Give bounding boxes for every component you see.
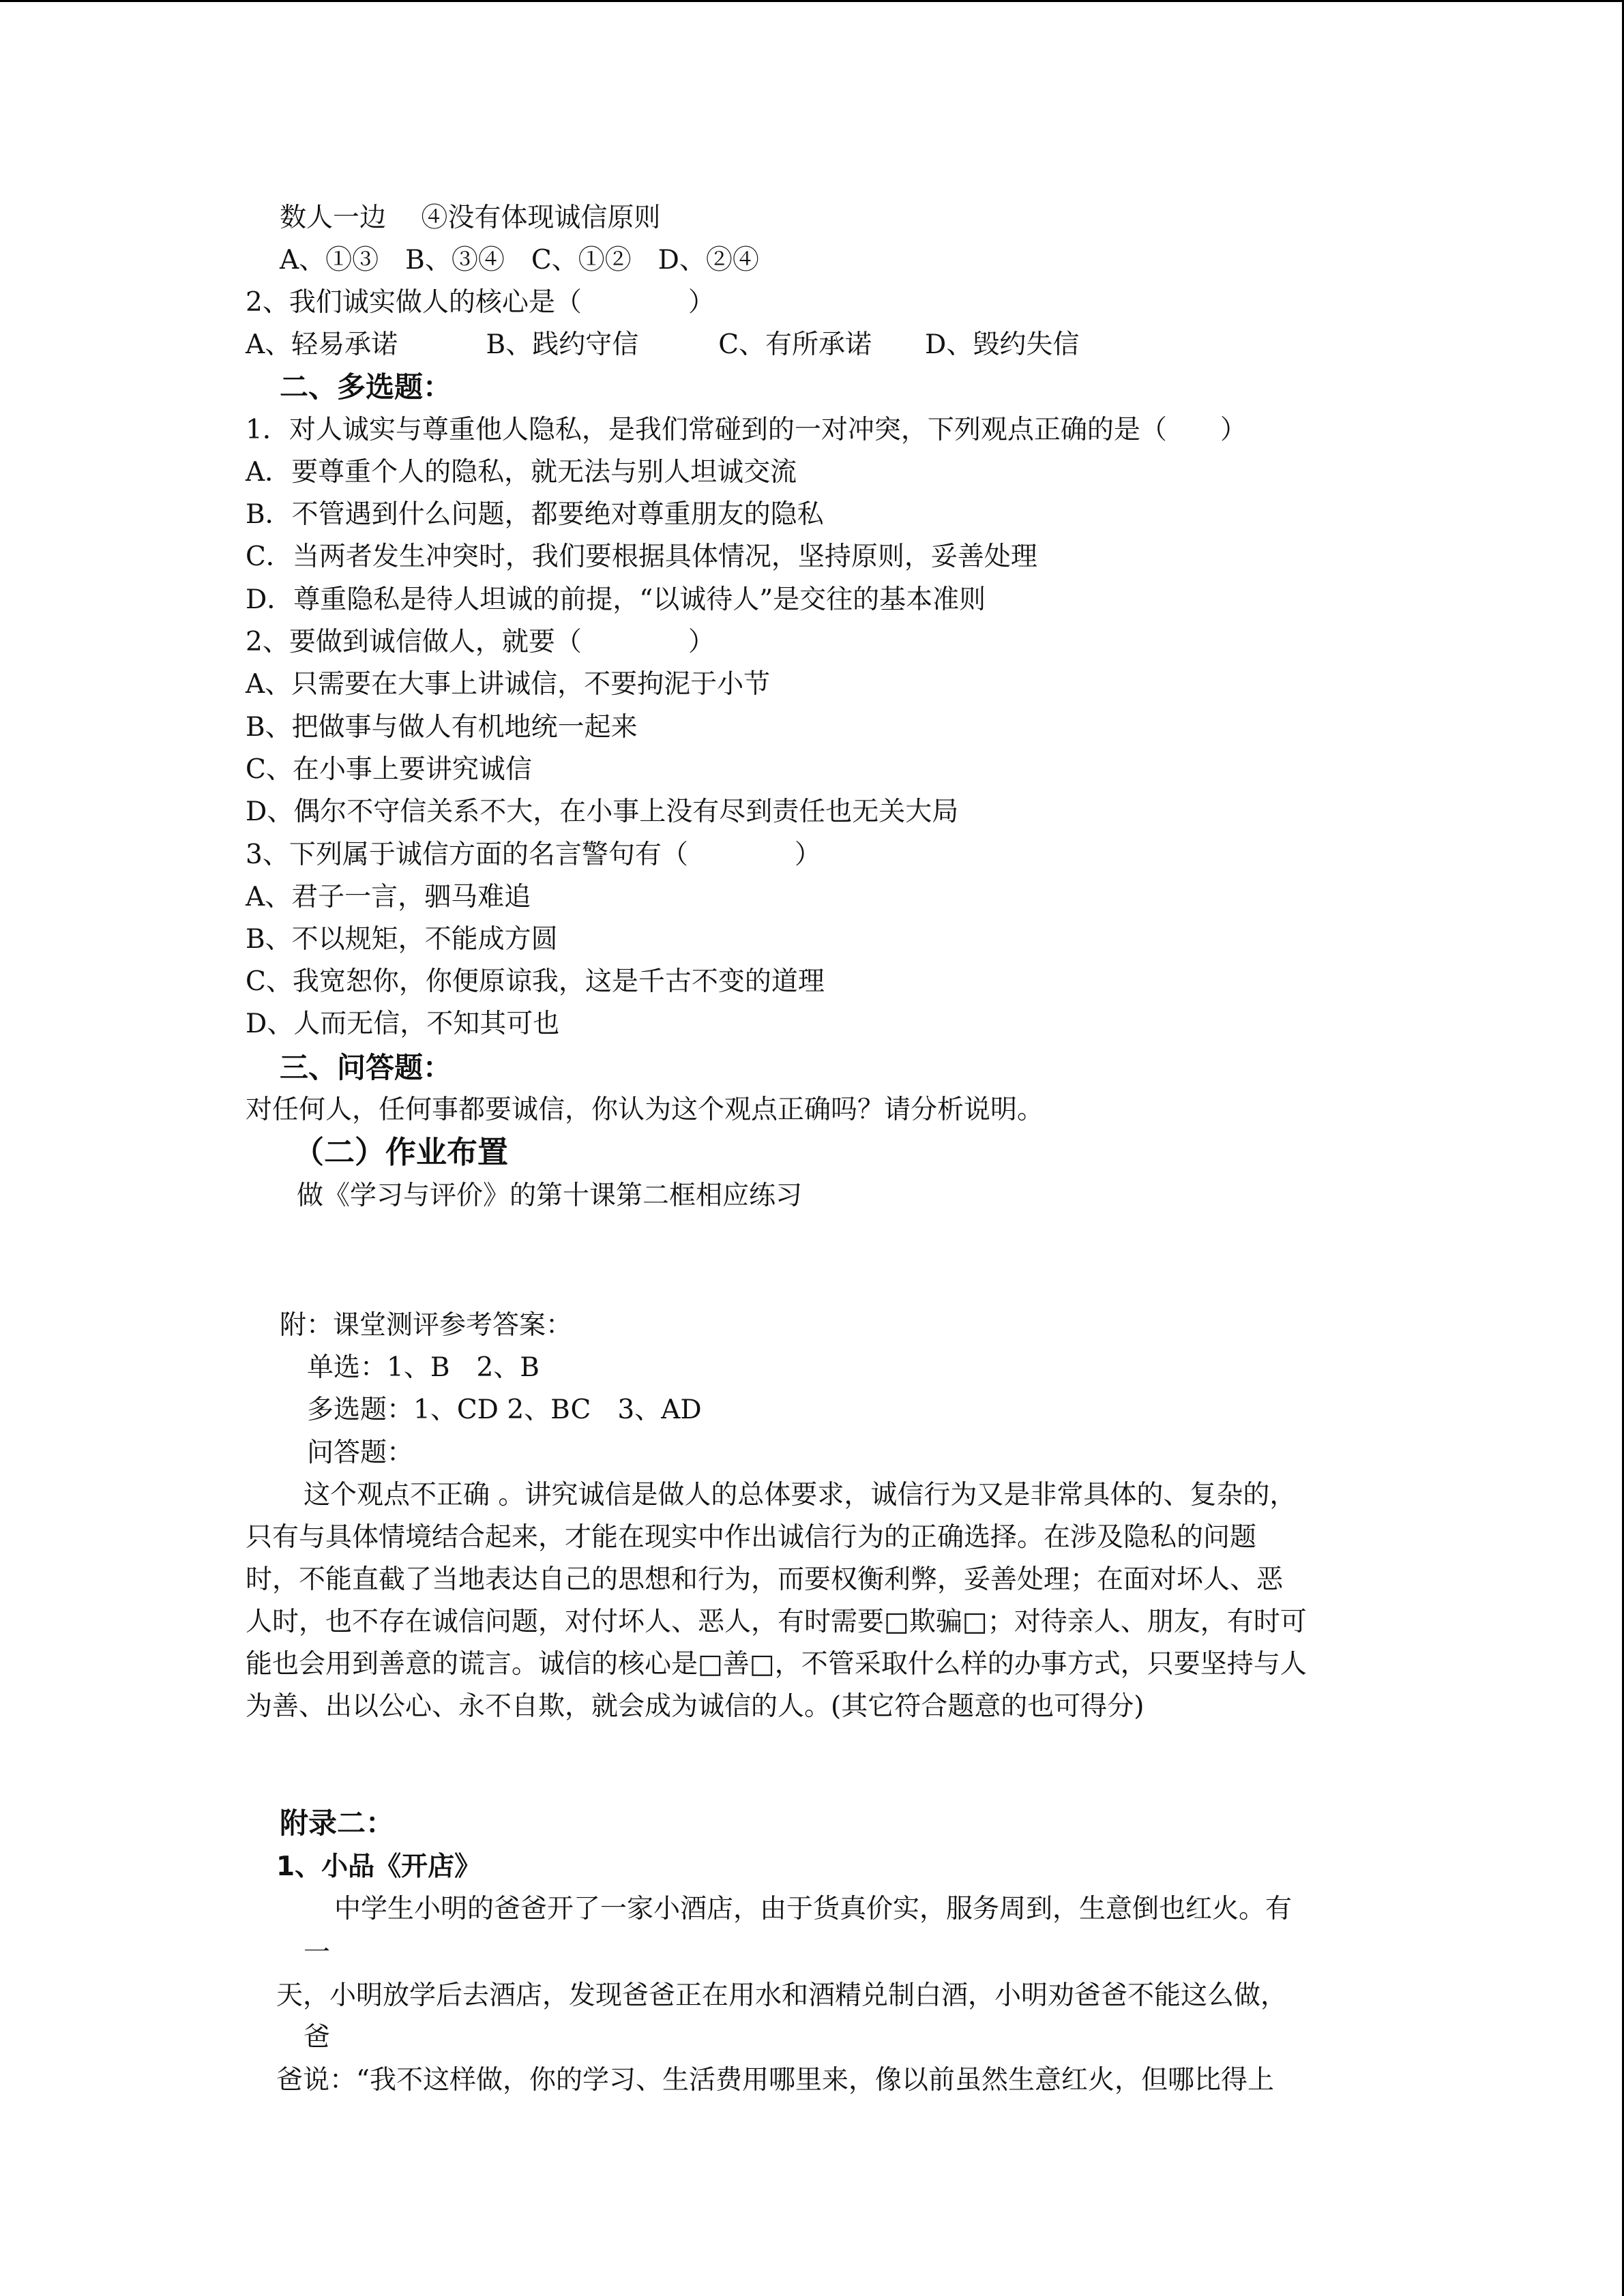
option-line: A．要尊重个人的隐私，就无法与别人坦诚交流 [246,457,797,488]
question-line: 1．对人诚实与尊重他人隐私，是我们常碰到的一对冲突，下列观点正确的是（ ） [246,415,1247,445]
option-line: B、把做事与做人有机地统一起来 [246,712,638,743]
question-line: 2、要做到诚信做人，就要（ ） [246,627,715,657]
homework-line: 做《学习与评价》的第十课第二框相应练习 [297,1180,803,1211]
skit-title: 1、小品《开店》 [276,1851,482,1882]
story-line: 一 [304,1937,331,1968]
option-line: A、君子一言，驷马难追 [246,882,531,912]
appendix-heading: 附录二： [280,1806,395,1840]
option-line: D、人而无信，不知其可也 [246,1009,560,1039]
story-line: 中学生小明的爸爸开了一家小酒店，由于货真价实，服务周到，生意倒也红火。有 [334,1894,1293,1924]
option-line: D、偶尔不守信关系不大，在小事上没有尽到责任也无关大局 [246,796,959,827]
paragraph-line: 这个观点不正确 。讲究诚信是做人的总体要求，诚信行为又是非常具体的、复杂的， [304,1480,1297,1510]
question-line: 2、我们诚实做人的核心是（ ） [246,287,715,318]
option-line: B、不以规矩，不能成方圆 [246,924,558,955]
question-line: 对任何人，任何事都要诚信，你认为这个观点正确吗？请分析说明。 [246,1094,1044,1125]
section-heading: （二）作业布置 [293,1134,509,1170]
section-heading: 二、多选题： [280,370,452,404]
answer-line: 问答题： [307,1437,414,1468]
option-line: C、在小事上要讲究诚信 [246,754,532,785]
story-line: 天，小明放学后去酒店，发现爸爸正在用水和酒精兑制白酒，小明劝爸爸不能这么做， [276,1980,1288,2011]
paragraph-line: 能也会用到善意的谎言。诚信的核心是□善□，不管采取什么样的办事方式，只要坚持与人 [246,1649,1307,1680]
paragraph-line: 时，不能直截了当地表达自己的思想和行为，而要权衡利弊，妥善处理；在面对坏人、恶 [246,1564,1284,1595]
paragraph-line: 只有与具体情境结合起来，才能在现实中作出诚信行为的正确选择。在涉及隐私的问题 [246,1522,1257,1553]
answer-line: 单选：1、B 2、B [307,1352,540,1383]
option-line: C、我宽恕你，你便原谅我，这是千古不变的道理 [246,966,825,997]
answer-line: 多选题：1、CD 2、BC 3、AD [307,1395,702,1425]
option-line: C．当两者发生冲突时，我们要根据具体情况，坚持原则，妥善处理 [246,541,1037,572]
section-heading: 三、问答题： [280,1051,452,1084]
answers-title: 附：课堂测评参考答案： [280,1310,573,1341]
text-line: 数人一边 ④没有体现诚信原则 [280,203,661,233]
paragraph-line: 为善、出以公心、永不自欺，就会成为诚信的人。(其它符合题意的也可得分) [246,1691,1145,1722]
question-line: 3、下列属于诚信方面的名言警句有（ ） [246,839,821,870]
option-line: B．不管遇到什么问题，都要绝对尊重朋友的隐私 [246,499,824,530]
story-line: 爸 [304,2022,331,2053]
option-line: A、只需要在大事上讲诚信，不要拘泥于小节 [246,669,771,700]
story-line: 爸说：“我不这样做，你的学习、生活费用哪里来，像以前虽然生意红火，但哪比得上 [276,2065,1274,2096]
options-line: A、轻易承诺 B、践约守信 C、有所承诺 D、毁约失信 [246,329,1080,360]
paragraph-line: 人时，也不存在诚信问题，对付坏人、恶人，有时需要□欺骗□；对待亲人、朋友，有时可 [246,1607,1307,1637]
option-line: D．尊重隐私是待人坦诚的前提，“以诚待人”是交往的基本准则 [246,584,986,615]
text-line: A、①③ B、③④ C、①② D、②④ [280,245,759,275]
